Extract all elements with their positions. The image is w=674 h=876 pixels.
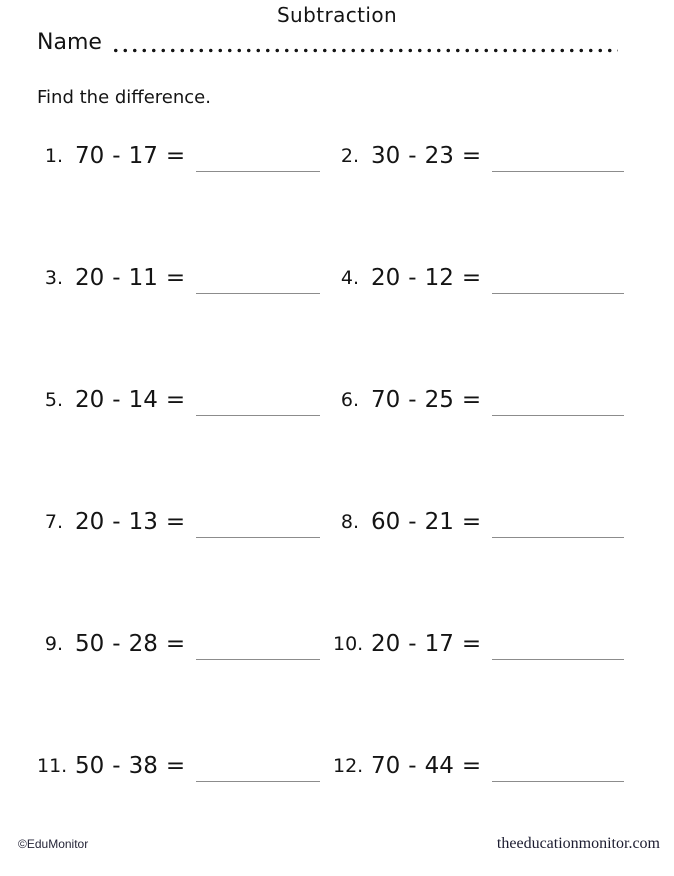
minus-sign: - bbox=[112, 753, 121, 779]
minus-sign: - bbox=[408, 753, 417, 779]
problem-expression bbox=[371, 632, 481, 658]
answer-blank[interactable] bbox=[492, 293, 624, 294]
problem-row bbox=[333, 632, 643, 754]
problem-expression bbox=[371, 510, 481, 536]
subtrahend: 12 bbox=[424, 265, 454, 291]
problem-expression bbox=[75, 754, 185, 780]
minuend: 70 bbox=[371, 387, 401, 413]
problem-number: 10. bbox=[333, 633, 364, 655]
minus-sign: - bbox=[408, 509, 417, 535]
problem-number: 9. bbox=[44, 633, 63, 655]
problem-number: 7. bbox=[44, 511, 63, 533]
subtrahend: 38 bbox=[128, 753, 158, 779]
problem-number: 2. bbox=[340, 145, 359, 167]
problem-expression bbox=[75, 266, 185, 292]
problem-row bbox=[333, 266, 643, 388]
problem-number: 1. bbox=[44, 145, 63, 167]
subtrahend: 25 bbox=[424, 387, 454, 413]
minus-sign: - bbox=[408, 265, 417, 291]
answer-blank[interactable] bbox=[492, 171, 624, 172]
minus-sign: - bbox=[112, 265, 121, 291]
subtrahend: 17 bbox=[424, 631, 454, 657]
problem-expression bbox=[75, 510, 185, 536]
problem-number: 5. bbox=[44, 389, 63, 411]
answer-blank[interactable] bbox=[196, 537, 320, 538]
equals-sign: = bbox=[165, 387, 186, 413]
problem-expression bbox=[371, 388, 481, 414]
answer-blank[interactable] bbox=[196, 781, 320, 782]
answer-blank[interactable] bbox=[492, 781, 624, 782]
problem-expression bbox=[75, 144, 185, 170]
copyright-text: ©EduMonitor bbox=[18, 837, 89, 851]
answer-blank[interactable] bbox=[196, 171, 320, 172]
name-row bbox=[37, 30, 618, 56]
equals-sign: = bbox=[165, 143, 186, 169]
subtrahend: 17 bbox=[128, 143, 158, 169]
problem-row bbox=[333, 388, 643, 510]
problem-row bbox=[37, 388, 333, 510]
problem-expression bbox=[371, 754, 481, 780]
equals-sign: = bbox=[165, 753, 186, 779]
equals-sign: = bbox=[165, 509, 186, 535]
minuend: 20 bbox=[75, 387, 105, 413]
problems-grid bbox=[37, 144, 643, 876]
minus-sign: - bbox=[112, 387, 121, 413]
equals-sign: = bbox=[165, 265, 186, 291]
equals-sign: = bbox=[165, 631, 186, 657]
subtrahend: 14 bbox=[128, 387, 158, 413]
problem-row bbox=[37, 632, 333, 754]
subtrahend: 23 bbox=[424, 143, 454, 169]
minuend: 20 bbox=[371, 631, 401, 657]
problem-number: 3. bbox=[44, 267, 63, 289]
answer-blank[interactable] bbox=[196, 415, 320, 416]
website-text: theeducationmonitor.com bbox=[496, 835, 660, 852]
problem-expression bbox=[75, 388, 185, 414]
problem-number: 4. bbox=[340, 267, 359, 289]
minuend: 60 bbox=[371, 509, 401, 535]
problem-row bbox=[37, 754, 333, 876]
minuend: 50 bbox=[75, 753, 105, 779]
minuend: 70 bbox=[75, 143, 105, 169]
problem-number: 11. bbox=[37, 755, 68, 777]
subtrahend: 13 bbox=[128, 509, 158, 535]
problem-number: 8. bbox=[340, 511, 359, 533]
minus-sign: - bbox=[112, 143, 121, 169]
equals-sign: = bbox=[461, 753, 482, 779]
problem-expression bbox=[371, 266, 481, 292]
minuend: 20 bbox=[75, 265, 105, 291]
minuend: 30 bbox=[371, 143, 401, 169]
problem-row bbox=[37, 510, 333, 632]
problem-expression bbox=[371, 144, 481, 170]
problem-number: 12. bbox=[333, 755, 364, 777]
answer-blank[interactable] bbox=[196, 659, 320, 660]
minuend: 20 bbox=[75, 509, 105, 535]
equals-sign: = bbox=[461, 509, 482, 535]
equals-sign: = bbox=[461, 143, 482, 169]
problem-row bbox=[333, 754, 643, 876]
worksheet-title: Subtraction bbox=[276, 3, 398, 27]
equals-sign: = bbox=[461, 631, 482, 657]
subtrahend: 21 bbox=[424, 509, 454, 535]
instruction-text: Find the difference. bbox=[37, 87, 211, 108]
equals-sign: = bbox=[461, 387, 482, 413]
name-label: Name bbox=[37, 30, 102, 55]
minus-sign: - bbox=[408, 143, 417, 169]
problem-row bbox=[333, 144, 643, 266]
answer-blank[interactable] bbox=[492, 537, 624, 538]
answer-blank[interactable] bbox=[492, 415, 624, 416]
equals-sign: = bbox=[461, 265, 482, 291]
minuend: 70 bbox=[371, 753, 401, 779]
subtrahend: 28 bbox=[128, 631, 158, 657]
minus-sign: - bbox=[408, 631, 417, 657]
problem-row bbox=[37, 144, 333, 266]
problem-row bbox=[333, 510, 643, 632]
minus-sign: - bbox=[112, 631, 121, 657]
name-fill-in-line[interactable] bbox=[111, 48, 618, 53]
answer-blank[interactable] bbox=[196, 293, 320, 294]
subtrahend: 44 bbox=[424, 753, 454, 779]
minuend: 20 bbox=[371, 265, 401, 291]
problem-expression bbox=[75, 632, 185, 658]
problem-row bbox=[37, 266, 333, 388]
answer-blank[interactable] bbox=[492, 659, 624, 660]
minus-sign: - bbox=[112, 509, 121, 535]
minus-sign: - bbox=[408, 387, 417, 413]
minuend: 50 bbox=[75, 631, 105, 657]
problem-number: 6. bbox=[340, 389, 359, 411]
subtrahend: 11 bbox=[128, 265, 158, 291]
